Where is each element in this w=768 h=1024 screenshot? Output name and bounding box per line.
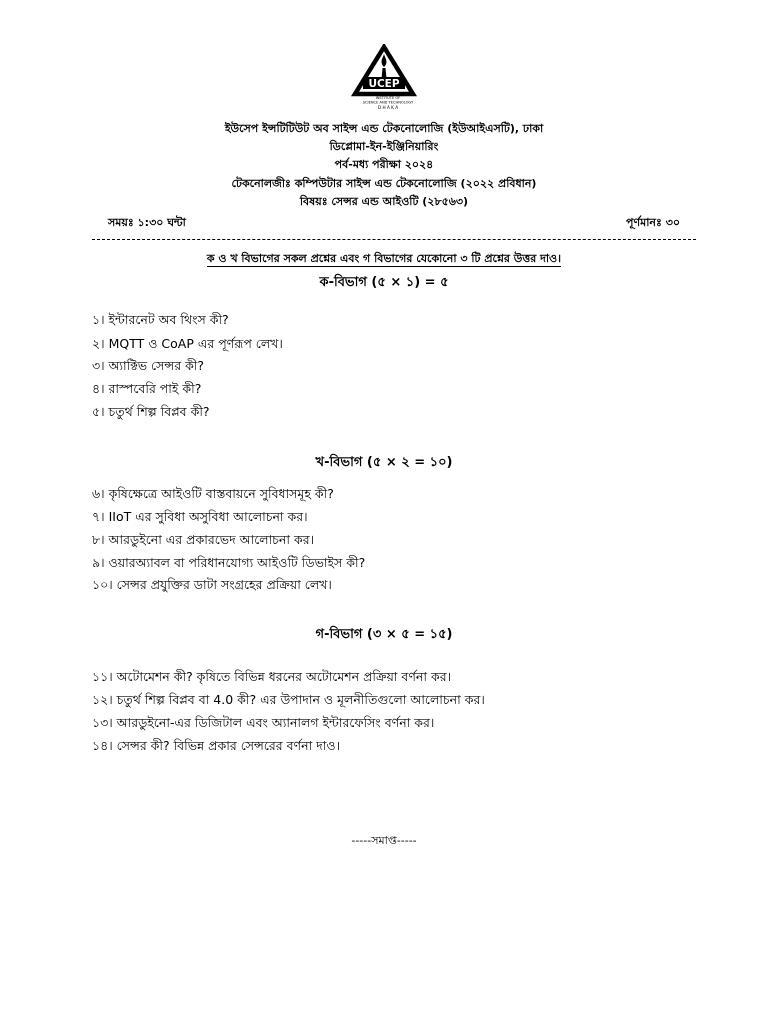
full-marks: পূর্ণমানঃ ৩০ — [626, 216, 680, 229]
svg-text:UCEP: UCEP — [368, 78, 400, 90]
question-item: ১১। অটোমেশন কী? কৃষিতে বিভিন্ন ধরনের অটোমেশন প্রক্রিয়া বর্ণনা কর। — [92, 669, 452, 684]
section-c-title: গ-বিভাগ (৩ × ৫ = ১৫) — [315, 627, 453, 642]
exam-duration: সময়ঃ ১:৩০ ঘন্টা — [108, 216, 186, 229]
question-item: ৮। আরডুইনো এর প্রকারভেদ আলোচনা কর। — [92, 532, 315, 547]
question-item: ৬। কৃষিক্ষেত্রে আইওটি বাস্তবায়নে সুবিধাসমূহ কী? — [92, 486, 334, 501]
technology-line: টেকনোলজীঃ কম্পিউটার সাইন্স এন্ড টেকনোলোজি (২০২২ প্রবিধান) — [231, 177, 537, 190]
end-marker: -----সমাপ্ত----- — [351, 834, 417, 847]
instruction-text: ক ও খ বিভাগের সকল প্রশ্নের এবং গ বিভাগের যেকোনো ৩ টি প্রশ্নের উত্তর দাও। — [206, 252, 562, 265]
svg-text:INSTITUTE OF: INSTITUTE OF — [375, 96, 401, 100]
subject-line: বিষয়ঃ সেন্সর এন্ড আইওটি (২৮৫৬৩) — [299, 195, 469, 208]
svg-text:D H A K A: D H A K A — [377, 105, 399, 110]
question-item: ১। ইন্টারনেট অব থিংস কী? — [92, 312, 229, 327]
question-item: ৯। ওয়ারঅ্যাবল বা পরিধানযোগ্য আইওটি ডিভাইস কী? — [92, 555, 366, 570]
question-item: ৫। চতুর্থ শিল্প বিপ্লব কী? — [92, 404, 210, 419]
question-item: ৩। অ্যাক্টিভ সেন্সর কী? — [92, 358, 205, 373]
question-item: ১৪। সেন্সর কী? বিভিন্ন প্রকার সেন্সরের বর্ণনা দাও। — [92, 738, 341, 753]
question-item: ৭। IIoT এর সুবিধা অসুবিধা আলোচনা কর। — [92, 509, 308, 524]
section-a-title: ক-বিভাগ (৫ × ১) = ৫ — [319, 275, 449, 290]
separator-line — [92, 239, 696, 240]
program-name: ডিপ্লোমা-ইন-ইঞ্জিনিয়ারিং — [329, 140, 439, 153]
question-item: ২। MQTT ও CoAP এর পূর্ণরূপ লেখ। — [92, 336, 283, 351]
institute-name: ইউসেপ ইন্সটিটিউট অব সাইন্স এন্ড টেকনোলোজি (ইউআইএসটি), ঢাকা — [224, 122, 544, 135]
question-item: ১০। সেন্সর প্রযুক্তির ডাটা সংগ্রহের প্রক্রিয়া লেখ। — [92, 577, 332, 592]
question-item: ১৩। আরডুইনো-এর ডিজিটাল এবং অ্যানালগ ইন্টারফেসিং বর্ণনা কর। — [92, 715, 435, 730]
ucep-logo — [346, 44, 422, 110]
exam-name: পর্ব-মধ্য পরীক্ষা ২০২৪ — [334, 158, 434, 171]
question-item: ৪। রাস্পবেরি পাই কী? — [92, 381, 202, 396]
svg-text:SCIENCE AND TECHNOLOGY: SCIENCE AND TECHNOLOGY — [362, 100, 414, 105]
question-item: ১২। চতুর্থ শিল্প বিপ্লব বা 4.0 কী? এর উপাদান ও মূলনীতিগুলো আলোচনা কর। — [92, 692, 485, 707]
instruction — [0, 250, 768, 269]
section-b-title: খ-বিভাগ (৫ × ২ = ১০) — [315, 455, 453, 470]
